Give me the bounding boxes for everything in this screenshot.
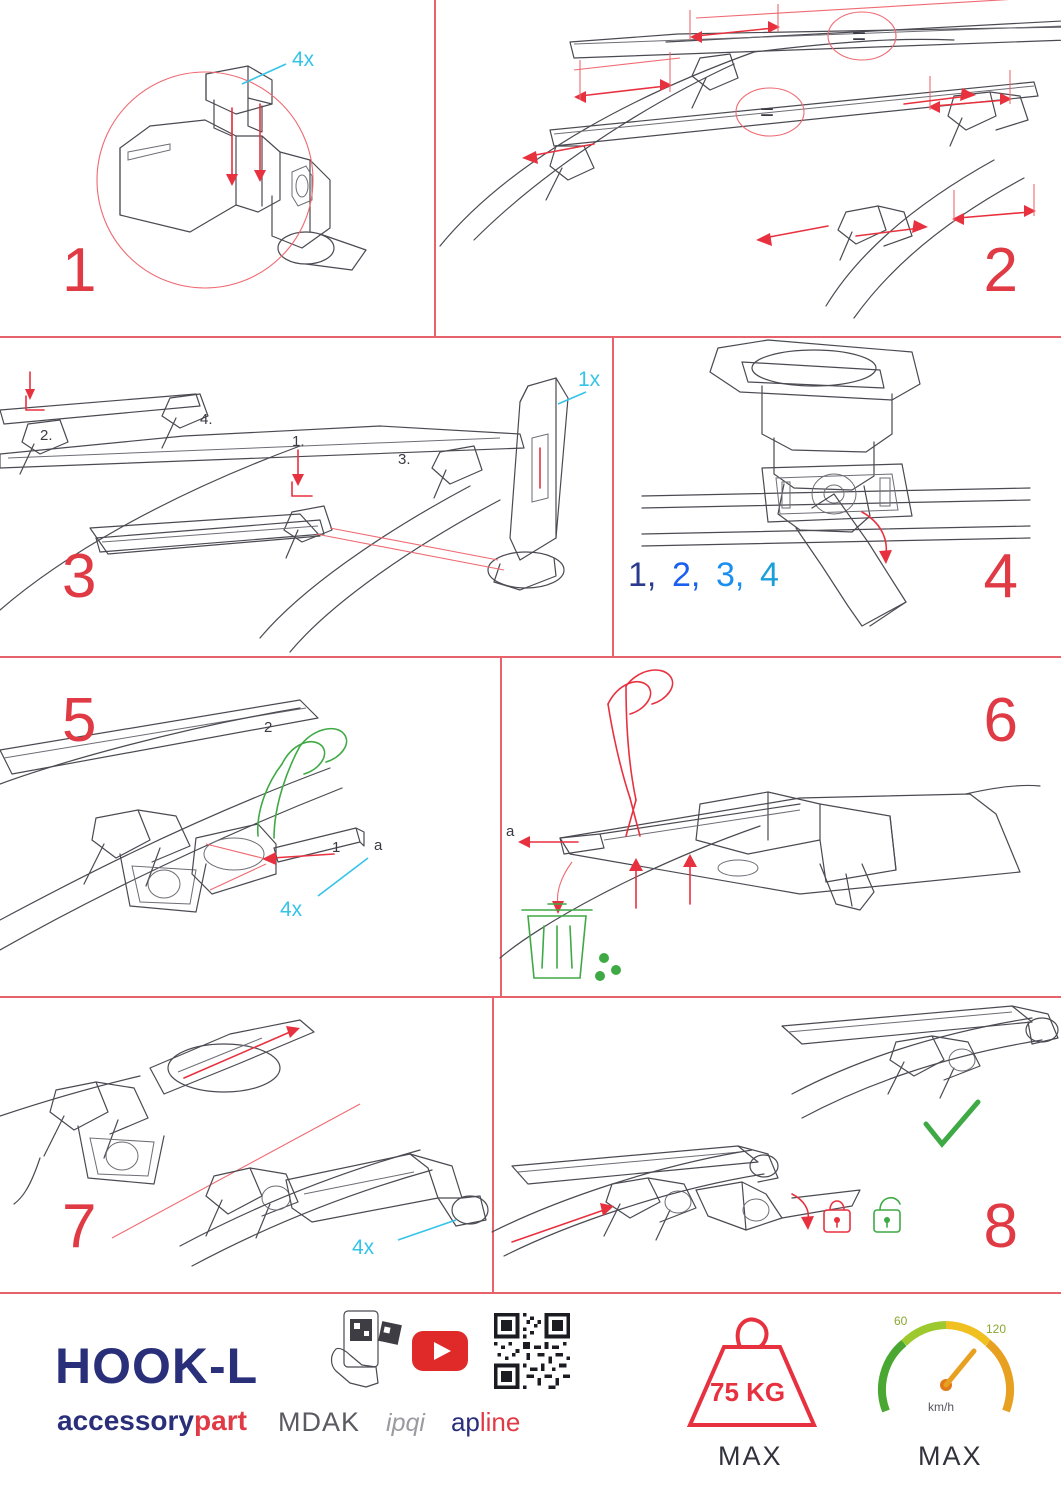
- gauge-max-label: 120: [986, 1322, 1007, 1336]
- footer: [0, 1295, 1061, 1500]
- step-2-illustration: [434, 0, 1061, 336]
- roof-rails-and-bars-drawing: [440, 0, 1061, 318]
- callout-step3-1: 1.: [292, 433, 305, 450]
- max-load-icon: [672, 1309, 832, 1433]
- callout-4x-step7: 4x: [352, 1236, 375, 1259]
- step-number-7: 7: [62, 1192, 98, 1261]
- callout-seq-2: 2,: [672, 556, 701, 594]
- max-speed-icon: [870, 1307, 1022, 1433]
- step-6-illustration: [500, 658, 1061, 996]
- step-number-1: 1: [62, 236, 98, 305]
- insert-rubber-strip-drawing: [0, 700, 383, 950]
- max-speed-label: MAX: [918, 1441, 983, 1471]
- partner-logos: [278, 1407, 520, 1438]
- speed-unit-label: km/h: [928, 1400, 955, 1414]
- callout-equal-1: =: [852, 23, 867, 50]
- gauge-min-label: 60: [894, 1314, 908, 1328]
- step-number-5: 5: [62, 686, 98, 755]
- youtube-play-icon[interactable]: [412, 1331, 468, 1371]
- callout-4x-step5: 4x: [280, 898, 303, 921]
- product-title: HOOK-L: [55, 1338, 259, 1394]
- brand-name: [57, 1405, 247, 1437]
- phone-qr-scan-icon: [322, 1309, 408, 1393]
- callout-seq-3: 3,: [716, 556, 745, 594]
- lock-open-icon: [874, 1198, 900, 1232]
- callout-step5-1: 1: [332, 839, 341, 856]
- callout-4x-step1: 4x: [292, 48, 315, 71]
- step-number-3: 3: [62, 542, 98, 611]
- callout-seq-1: 1,: [628, 556, 657, 594]
- step-number-4: 4: [983, 542, 1019, 611]
- qr-code: [494, 1313, 570, 1389]
- logo-mdak: MDAK: [278, 1407, 361, 1437]
- brand-primary: accessory: [57, 1405, 195, 1436]
- allen-key-torque-drawing: [628, 340, 1030, 626]
- callout-step3-3: 3.: [398, 451, 411, 468]
- step-number-8: 8: [983, 1192, 1019, 1261]
- callout-equal-2: =: [760, 99, 775, 126]
- roof-bar-foot-drawing: [97, 48, 366, 288]
- trash-bin-icon: [522, 904, 621, 981]
- brand-secondary: part: [194, 1405, 247, 1436]
- callout-step3-2: 2.: [40, 427, 53, 444]
- logo-apline: apline: [450, 1407, 521, 1437]
- step-number-6: 6: [983, 686, 1019, 755]
- divider-row4: [0, 1292, 1061, 1294]
- callout-step5-a: a: [374, 837, 383, 854]
- callout-seq-4: 4: [760, 556, 779, 594]
- step-number-2: 2: [983, 236, 1019, 305]
- trim-strip-drawing: [500, 670, 1040, 981]
- lock-closed-icon: [824, 1201, 850, 1232]
- callout-step3-4: 4.: [200, 411, 213, 428]
- max-load-label: MAX: [718, 1441, 783, 1471]
- callout-1x-step3: 1x: [578, 368, 601, 391]
- step-8-illustration: [492, 998, 1061, 1292]
- logo-ipqi: ipqi: [386, 1409, 425, 1437]
- lock-and-check-drawing: [492, 1006, 1058, 1261]
- callout-step6-a: a: [506, 823, 515, 840]
- max-load-value: 75 KG: [710, 1377, 786, 1407]
- callout-step5-2: 2: [264, 719, 273, 736]
